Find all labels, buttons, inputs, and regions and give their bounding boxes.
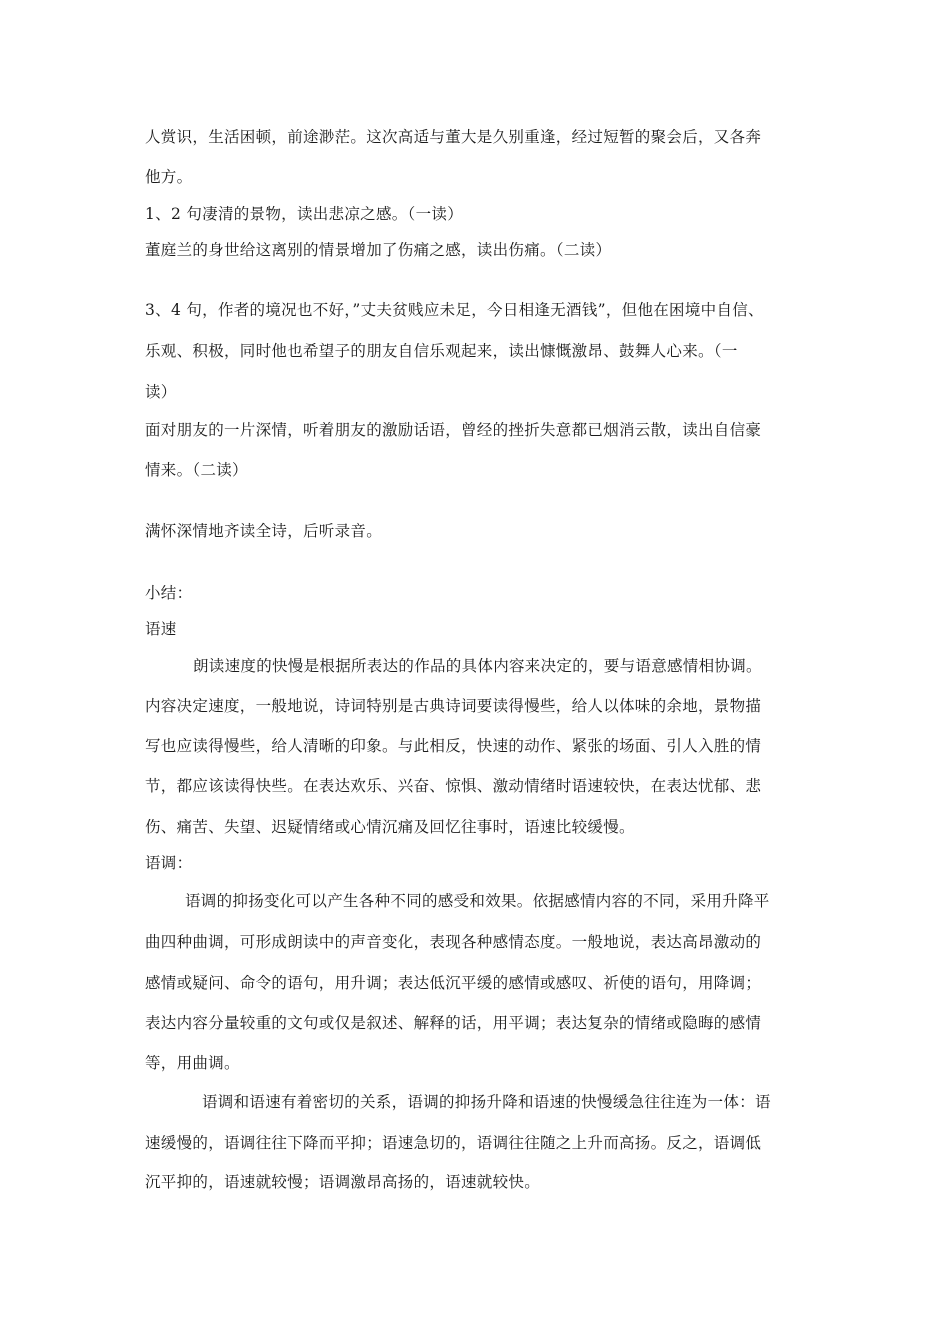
text-line: 表达内容分量较重的文句或仅是叙述、解释的话，用平调；表达复杂的情绪或隐晦的感情 xyxy=(145,1014,762,1032)
text-line: 面对朋友的一片深情，听着朋友的激励话语，曾经的挫折失意都已烟消云散，读出自信豪 xyxy=(145,421,762,439)
text-line: 读） xyxy=(145,383,177,401)
paragraph-first-line: 朗读速度的快慢是根据所表达的作品的具体内容来决定的，要与语意感情相协调。 xyxy=(193,657,762,675)
text-line: 3、4 句，作者的境况也不好，”丈夫贫贱应未足，今日相逢无酒钱”，但他在困境中自信、 xyxy=(145,301,764,319)
text-line: 等，用曲调。 xyxy=(145,1054,240,1072)
text-line: 乐观、积极，同时他也希望子的朋友自信乐观起来，读出慷慨激昂、鼓舞人心来。（一 xyxy=(145,342,738,360)
text-line: 情来。（二读） xyxy=(145,461,248,479)
section-heading-intonation: 语调： xyxy=(145,854,193,872)
section-heading-speed: 语速 xyxy=(145,620,177,638)
text-line: 内容决定速度，一般地说，诗词特别是古典诗词要读得慢些，给人以体味的余地，景物描 xyxy=(145,697,762,715)
text-line: 1、2 句凄清的景物，读出悲凉之感。（一读） xyxy=(145,205,464,223)
text-line: 伤、痛苦、失望、迟疑情绪或心情沉痛及回忆往事时，语速比较缓慢。 xyxy=(145,818,635,836)
text-line: 满怀深情地齐读全诗，后听录音。 xyxy=(145,522,383,540)
text-line: 感情或疑问、命令的语句，用升调；表达低沉平缓的感情或感叹、祈使的语句，用降调； xyxy=(145,974,762,992)
paragraph-first-line: 语调的抑扬变化可以产生各种不同的感受和效果。依据感情内容的不同，采用升降平 xyxy=(185,892,770,910)
text-line: 他方。 xyxy=(145,168,193,186)
paragraph-first-line: 语调和语速有着密切的关系，语调的抑扬升降和语速的快慢缓急往往连为一体：语 xyxy=(202,1093,771,1111)
text-line: 节，都应该读得快些。在表达欢乐、兴奋、惊惧、激动情绪时语速较快，在表达忧郁、悲 xyxy=(145,777,762,795)
text-line: 董庭兰的身世给这离别的情景增加了伤痛之感，读出伤痛。（二读） xyxy=(145,241,612,259)
section-heading-summary: 小结： xyxy=(145,584,193,602)
text-line: 速缓慢的，语调往往下降而平抑；语速急切的，语调往往随之上升而高扬。反之，语调低 xyxy=(145,1134,762,1152)
text-line: 曲四种曲调，可形成朗读中的声音变化，表现各种感情态度。一般地说，表达高昂激动的 xyxy=(145,933,762,951)
text-line: 写也应读得慢些，给人清晰的印象。与此相反，快速的动作、紧张的场面、引人入胜的情 xyxy=(145,737,762,755)
text-line: 沉平抑的，语速就较慢；语调激昂高扬的，语速就较快。 xyxy=(145,1173,541,1191)
text-line: 人赏识，生活困顿，前途渺茫。这次高适与董大是久别重逢，经过短暂的聚会后，又各奔 xyxy=(145,128,762,146)
